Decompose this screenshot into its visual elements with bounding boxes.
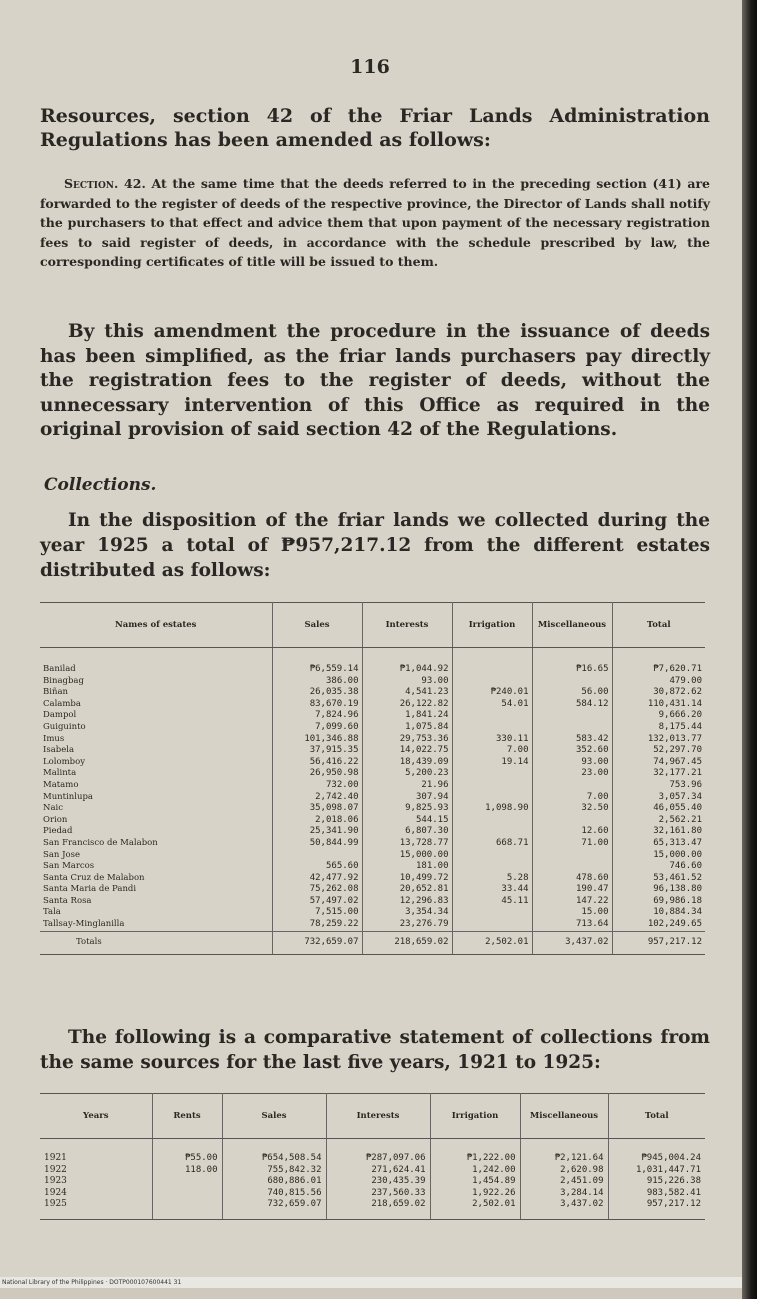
total-cell: 732,659.07 [272, 931, 362, 954]
value-cell: 35,098.07 [272, 803, 362, 815]
estate-name-cell: Calamba [40, 699, 272, 711]
value-cell: 78,259.22 [272, 919, 362, 931]
value-cell: 478.60 [532, 873, 612, 885]
table-row [40, 861, 705, 873]
value-cell: 713.64 [532, 919, 612, 931]
value-cell: 10,499.72 [362, 873, 452, 885]
table-row [40, 884, 705, 896]
value-cell: 75,262.08 [272, 884, 362, 896]
estate-name-cell: Santa Cruz de Malabon [40, 873, 272, 885]
value-cell: 3,437.02 [520, 1199, 608, 1219]
value-cell: 42,477.92 [272, 873, 362, 885]
estate-name-cell: Guiguinto [40, 722, 272, 734]
value-cell: 230,435.39 [326, 1176, 430, 1188]
value-cell: 746.60 [669, 861, 702, 872]
value-cell: 7.00 [452, 745, 532, 757]
col-header-sales: Sales [272, 603, 362, 648]
value-cell: 18,439.09 [362, 757, 452, 769]
value-cell [272, 850, 362, 862]
col-header-irrigation: Irrigation [430, 1094, 520, 1139]
value-cell: 2,018.06 [272, 815, 362, 827]
value-cell: 5.28 [452, 873, 532, 885]
value-cell: ₱240.01 [452, 687, 532, 699]
total-cell: 3,437.02 [532, 931, 612, 954]
value-cell: 132,013.77 [647, 733, 702, 744]
years-table-header [40, 1094, 705, 1139]
value-cell [452, 722, 532, 734]
value-cell: 668.71 [452, 838, 532, 850]
table-row [40, 1176, 705, 1188]
section-text: At the same time that the deeds referred to in the preceding section (41) are forwarded to the register of deeds of the respective province, the Director of Lands shall notify the purchasers to that effect and advice them that upon payment of the necessary registration fees to said register of deeds, in accordance with the schedule prescribed by law, the corresponding certificates of title will be issued to them. [40, 176, 710, 269]
value-cell: 5,200.23 [362, 768, 452, 780]
table-row [40, 826, 705, 838]
value-cell: 7,515.00 [272, 907, 362, 919]
table-row [40, 919, 705, 931]
estates-collections-table [40, 602, 705, 955]
value-cell: 13,728.77 [362, 838, 452, 850]
table-row [40, 687, 705, 699]
value-cell: 583.42 [532, 734, 612, 746]
value-cell: 3,354.34 [362, 907, 452, 919]
table-row [40, 780, 705, 792]
value-cell: 8,175.44 [658, 721, 702, 732]
table-row [40, 1188, 705, 1200]
value-cell [452, 648, 532, 676]
estate-name-cell: Piedad [40, 826, 272, 838]
estate-name-cell: Isabela [40, 745, 272, 757]
value-cell: 386.00 [272, 676, 362, 688]
col-header-interests: Interests [326, 1094, 430, 1139]
value-cell: 544.15 [362, 815, 452, 827]
total-cell: 2,502.01 [452, 931, 532, 954]
value-cell: 37,915.35 [272, 745, 362, 757]
yearly-comparison-table [40, 1093, 705, 1220]
value-cell: 29,753.36 [362, 734, 452, 746]
value-cell: 9,825.93 [362, 803, 452, 815]
col-header-miscellaneous: Miscellaneous [532, 603, 612, 648]
value-cell [532, 850, 612, 862]
value-cell: 307.94 [362, 792, 452, 804]
table-row [40, 873, 705, 885]
table-row [40, 803, 705, 815]
estate-name-cell: Santa Rosa [40, 896, 272, 908]
estate-name-cell: San Jose [40, 850, 272, 862]
year-cell: 1925 [40, 1199, 152, 1219]
table-row [40, 757, 705, 769]
table-row [40, 907, 705, 919]
estate-name-cell: San Francisco de Malabon [40, 838, 272, 850]
totals-label: Totals [40, 931, 272, 954]
totals-row [40, 931, 705, 954]
collections-heading: Collections. [44, 475, 157, 495]
value-cell: ₱55.00 [152, 1139, 222, 1165]
value-cell: 65,313.47 [653, 837, 702, 848]
value-cell: 32.50 [532, 803, 612, 815]
value-cell: 52,297.70 [653, 745, 702, 756]
total-cell: 957,217.12 [612, 931, 705, 954]
section-42-quote [40, 174, 710, 272]
col-header-total: Total [608, 1094, 705, 1139]
value-cell: 25,341.90 [272, 826, 362, 838]
value-cell: 7,824.96 [272, 710, 362, 722]
value-cell [452, 815, 532, 827]
col-header-total: Total [612, 603, 705, 648]
value-cell: 15.00 [532, 907, 612, 919]
estate-name-cell: Naic [40, 803, 272, 815]
value-cell: 45.11 [452, 896, 532, 908]
table-row [40, 722, 705, 734]
table-row [40, 745, 705, 757]
amendment-paragraph: By this amendment the procedure in the issuance of deeds has been simplified, as the friar lands purchasers pay directly the registration fees to the register of deeds, without the unnecessary intervention of this Office as required in the original provision of said section 42 of the Regulations. [40, 321, 710, 440]
value-cell: 181.00 [362, 861, 452, 873]
value-cell: 957,217.12 [608, 1199, 705, 1219]
comparative-paragraph: The following is a comparative statement of collections from the same sources for the last five years, 1921 to 1925: [40, 1027, 710, 1073]
estates-table-body [40, 648, 705, 955]
value-cell: ₱16.65 [532, 648, 612, 676]
value-cell: 755,842.32 [222, 1165, 326, 1177]
value-cell: 218,659.02 [326, 1199, 430, 1219]
value-cell: 584.12 [532, 699, 612, 711]
value-cell: 23.00 [532, 768, 612, 780]
value-cell: 9,666.20 [658, 710, 702, 721]
value-cell [152, 1176, 222, 1188]
value-cell: 2,502.01 [430, 1199, 520, 1219]
value-cell: 565.60 [272, 861, 362, 873]
value-cell: 110,431.14 [647, 698, 702, 709]
value-cell: 732,659.07 [222, 1199, 326, 1219]
estate-name-cell: Binagbag [40, 676, 272, 688]
value-cell: 2,451.09 [520, 1176, 608, 1188]
page-number: 116 [350, 56, 390, 78]
col-header-rents: Rents [152, 1094, 222, 1139]
year-cell: 1924 [40, 1188, 152, 1200]
value-cell: 57,497.02 [272, 896, 362, 908]
collections-paragraph: In the disposition of the friar lands we collected during the year 1925 a total of ₱957,217.12 from the different estates distributed as follows: [40, 510, 710, 581]
estate-name-cell: Orion [40, 815, 272, 827]
value-cell: 1,098.90 [452, 803, 532, 815]
value-cell: 83,670.19 [272, 699, 362, 711]
estate-name-cell: Muntinlupa [40, 792, 272, 804]
value-cell: 190.47 [532, 884, 612, 896]
value-cell: 21.96 [362, 780, 452, 792]
value-cell: 1,922.26 [430, 1188, 520, 1200]
value-cell: 54.01 [452, 699, 532, 711]
book-spine-edge [742, 0, 757, 1299]
value-cell: 6,807.30 [362, 826, 452, 838]
estate-name-cell: Matamo [40, 780, 272, 792]
value-cell: 33.44 [452, 884, 532, 896]
value-cell: 10,884.34 [653, 907, 702, 918]
table-row [40, 768, 705, 780]
table-row [40, 648, 705, 676]
value-cell: 271,624.41 [326, 1165, 430, 1177]
value-cell: 19.14 [452, 757, 532, 769]
estate-name-cell: Lolomboy [40, 757, 272, 769]
value-cell: 56.00 [532, 687, 612, 699]
value-cell [532, 815, 612, 827]
value-cell: 732.00 [272, 780, 362, 792]
value-cell: 1,242.00 [430, 1165, 520, 1177]
value-cell [452, 792, 532, 804]
table-row [40, 792, 705, 804]
value-cell: 3,284.14 [520, 1188, 608, 1200]
estate-name-cell: Dampol [40, 710, 272, 722]
value-cell: 32,177.21 [653, 768, 702, 779]
value-cell: 479.00 [669, 675, 702, 686]
value-cell: 4,541.23 [362, 687, 452, 699]
value-cell [452, 710, 532, 722]
value-cell: ₱2,121.64 [520, 1139, 608, 1165]
total-cell: 218,659.02 [362, 931, 452, 954]
value-cell: 46,055.40 [653, 803, 702, 814]
value-cell [532, 861, 612, 873]
value-cell: 7,099.60 [272, 722, 362, 734]
estates-table-header [40, 603, 705, 648]
value-cell [452, 919, 532, 931]
value-cell: 7.00 [532, 792, 612, 804]
value-cell: 2,620.98 [520, 1165, 608, 1177]
value-cell [452, 907, 532, 919]
value-cell: 352.60 [532, 745, 612, 757]
value-cell: 56,416.22 [272, 757, 362, 769]
value-cell: 96,138.80 [653, 884, 702, 895]
value-cell: 93.00 [362, 676, 452, 688]
value-cell [152, 1199, 222, 1219]
year-cell: 1921 [40, 1139, 152, 1165]
year-cell: 1922 [40, 1165, 152, 1177]
value-cell: 74,967.45 [653, 756, 702, 767]
value-cell: 30,872.62 [653, 687, 702, 698]
value-cell: 32,161.80 [653, 826, 702, 837]
table-row [40, 734, 705, 746]
value-cell [452, 861, 532, 873]
value-cell: 102,249.65 [647, 919, 702, 930]
value-cell: 15,000.00 [362, 850, 452, 862]
table-row [40, 676, 705, 688]
value-cell: 740,815.56 [222, 1188, 326, 1200]
value-cell: 93.00 [532, 757, 612, 769]
scan-footer: National Library of the Philippines · DOTP000107600441 31 [0, 1277, 742, 1288]
table-row [40, 699, 705, 711]
value-cell: 26,950.98 [272, 768, 362, 780]
value-cell: ₱1,222.00 [430, 1139, 520, 1165]
value-cell [452, 768, 532, 780]
value-cell: 753.96 [669, 779, 702, 790]
section-lead: Section. 42. [64, 176, 146, 191]
table-row [40, 815, 705, 827]
estate-name-cell: Tala [40, 907, 272, 919]
value-cell: 15,000.00 [653, 849, 702, 860]
value-cell: ₱7,620.71 [653, 664, 702, 674]
value-cell: 1,075.84 [362, 722, 452, 734]
estate-name-cell: Biñan [40, 687, 272, 699]
value-cell: 53,461.52 [653, 872, 702, 883]
table-row [40, 850, 705, 862]
value-cell: 26,035.38 [272, 687, 362, 699]
value-cell: 14,022.75 [362, 745, 452, 757]
value-cell [452, 676, 532, 688]
intro-paragraph: Resources, section 42 of the Friar Lands Administration Regulations has been amended as follows: [40, 105, 710, 151]
value-cell: 12.60 [532, 826, 612, 838]
value-cell: ₱287,097.06 [326, 1139, 430, 1165]
value-cell: 1,454.89 [430, 1176, 520, 1188]
col-header-miscellaneous: Miscellaneous [520, 1094, 608, 1139]
value-cell: ₱654,508.54 [222, 1139, 326, 1165]
value-cell: 26,122.82 [362, 699, 452, 711]
estate-name-cell: Banilad [40, 648, 272, 676]
col-header-years: Years [40, 1094, 152, 1139]
value-cell: 237,560.33 [326, 1188, 430, 1200]
value-cell: 2,562.21 [658, 814, 702, 825]
value-cell: 69,986.18 [653, 895, 702, 906]
value-cell: 118.00 [152, 1165, 222, 1177]
value-cell: 2,742.40 [272, 792, 362, 804]
table-row [40, 838, 705, 850]
value-cell: 680,886.01 [222, 1176, 326, 1188]
value-cell: 23,276.79 [362, 919, 452, 931]
value-cell: 330.11 [452, 734, 532, 746]
estate-name-cell: Santa Maria de Pandi [40, 884, 272, 896]
value-cell: 50,844.99 [272, 838, 362, 850]
value-cell: 71.00 [532, 838, 612, 850]
value-cell: 1,841.24 [362, 710, 452, 722]
col-header-estate: Names of estates [40, 603, 272, 648]
value-cell: ₱6,559.14 [272, 648, 362, 676]
table-row [40, 1165, 705, 1177]
value-cell: 1,031,447.71 [635, 1164, 701, 1175]
value-cell [532, 722, 612, 734]
value-cell [452, 826, 532, 838]
value-cell [152, 1188, 222, 1200]
table-row [40, 1139, 705, 1165]
value-cell: 12,296.83 [362, 896, 452, 908]
col-header-interests: Interests [362, 603, 452, 648]
value-cell: 3,057.34 [658, 791, 702, 802]
value-cell: 101,346.88 [272, 734, 362, 746]
estate-name-cell: Imus [40, 734, 272, 746]
value-cell: ₱945,004.24 [641, 1153, 701, 1163]
value-cell: 983,582.41 [646, 1187, 701, 1198]
value-cell: ₱1,044.92 [362, 648, 452, 676]
value-cell: 20,652.81 [362, 884, 452, 896]
year-cell: 1923 [40, 1176, 152, 1188]
table-row [40, 1199, 705, 1219]
table-row [40, 896, 705, 908]
value-cell [532, 676, 612, 688]
value-cell [532, 780, 612, 792]
estate-name-cell: San Marcos [40, 861, 272, 873]
estate-name-cell: Malinta [40, 768, 272, 780]
years-table-body [40, 1139, 705, 1220]
value-cell [452, 780, 532, 792]
value-cell [532, 710, 612, 722]
value-cell [452, 850, 532, 862]
estate-name-cell: Tallsay-Minglanilla [40, 919, 272, 931]
col-header-irrigation: Irrigation [452, 603, 532, 648]
col-header-sales: Sales [222, 1094, 326, 1139]
value-cell: 147.22 [532, 896, 612, 908]
value-cell: 915,226.38 [646, 1176, 701, 1186]
table-row [40, 710, 705, 722]
